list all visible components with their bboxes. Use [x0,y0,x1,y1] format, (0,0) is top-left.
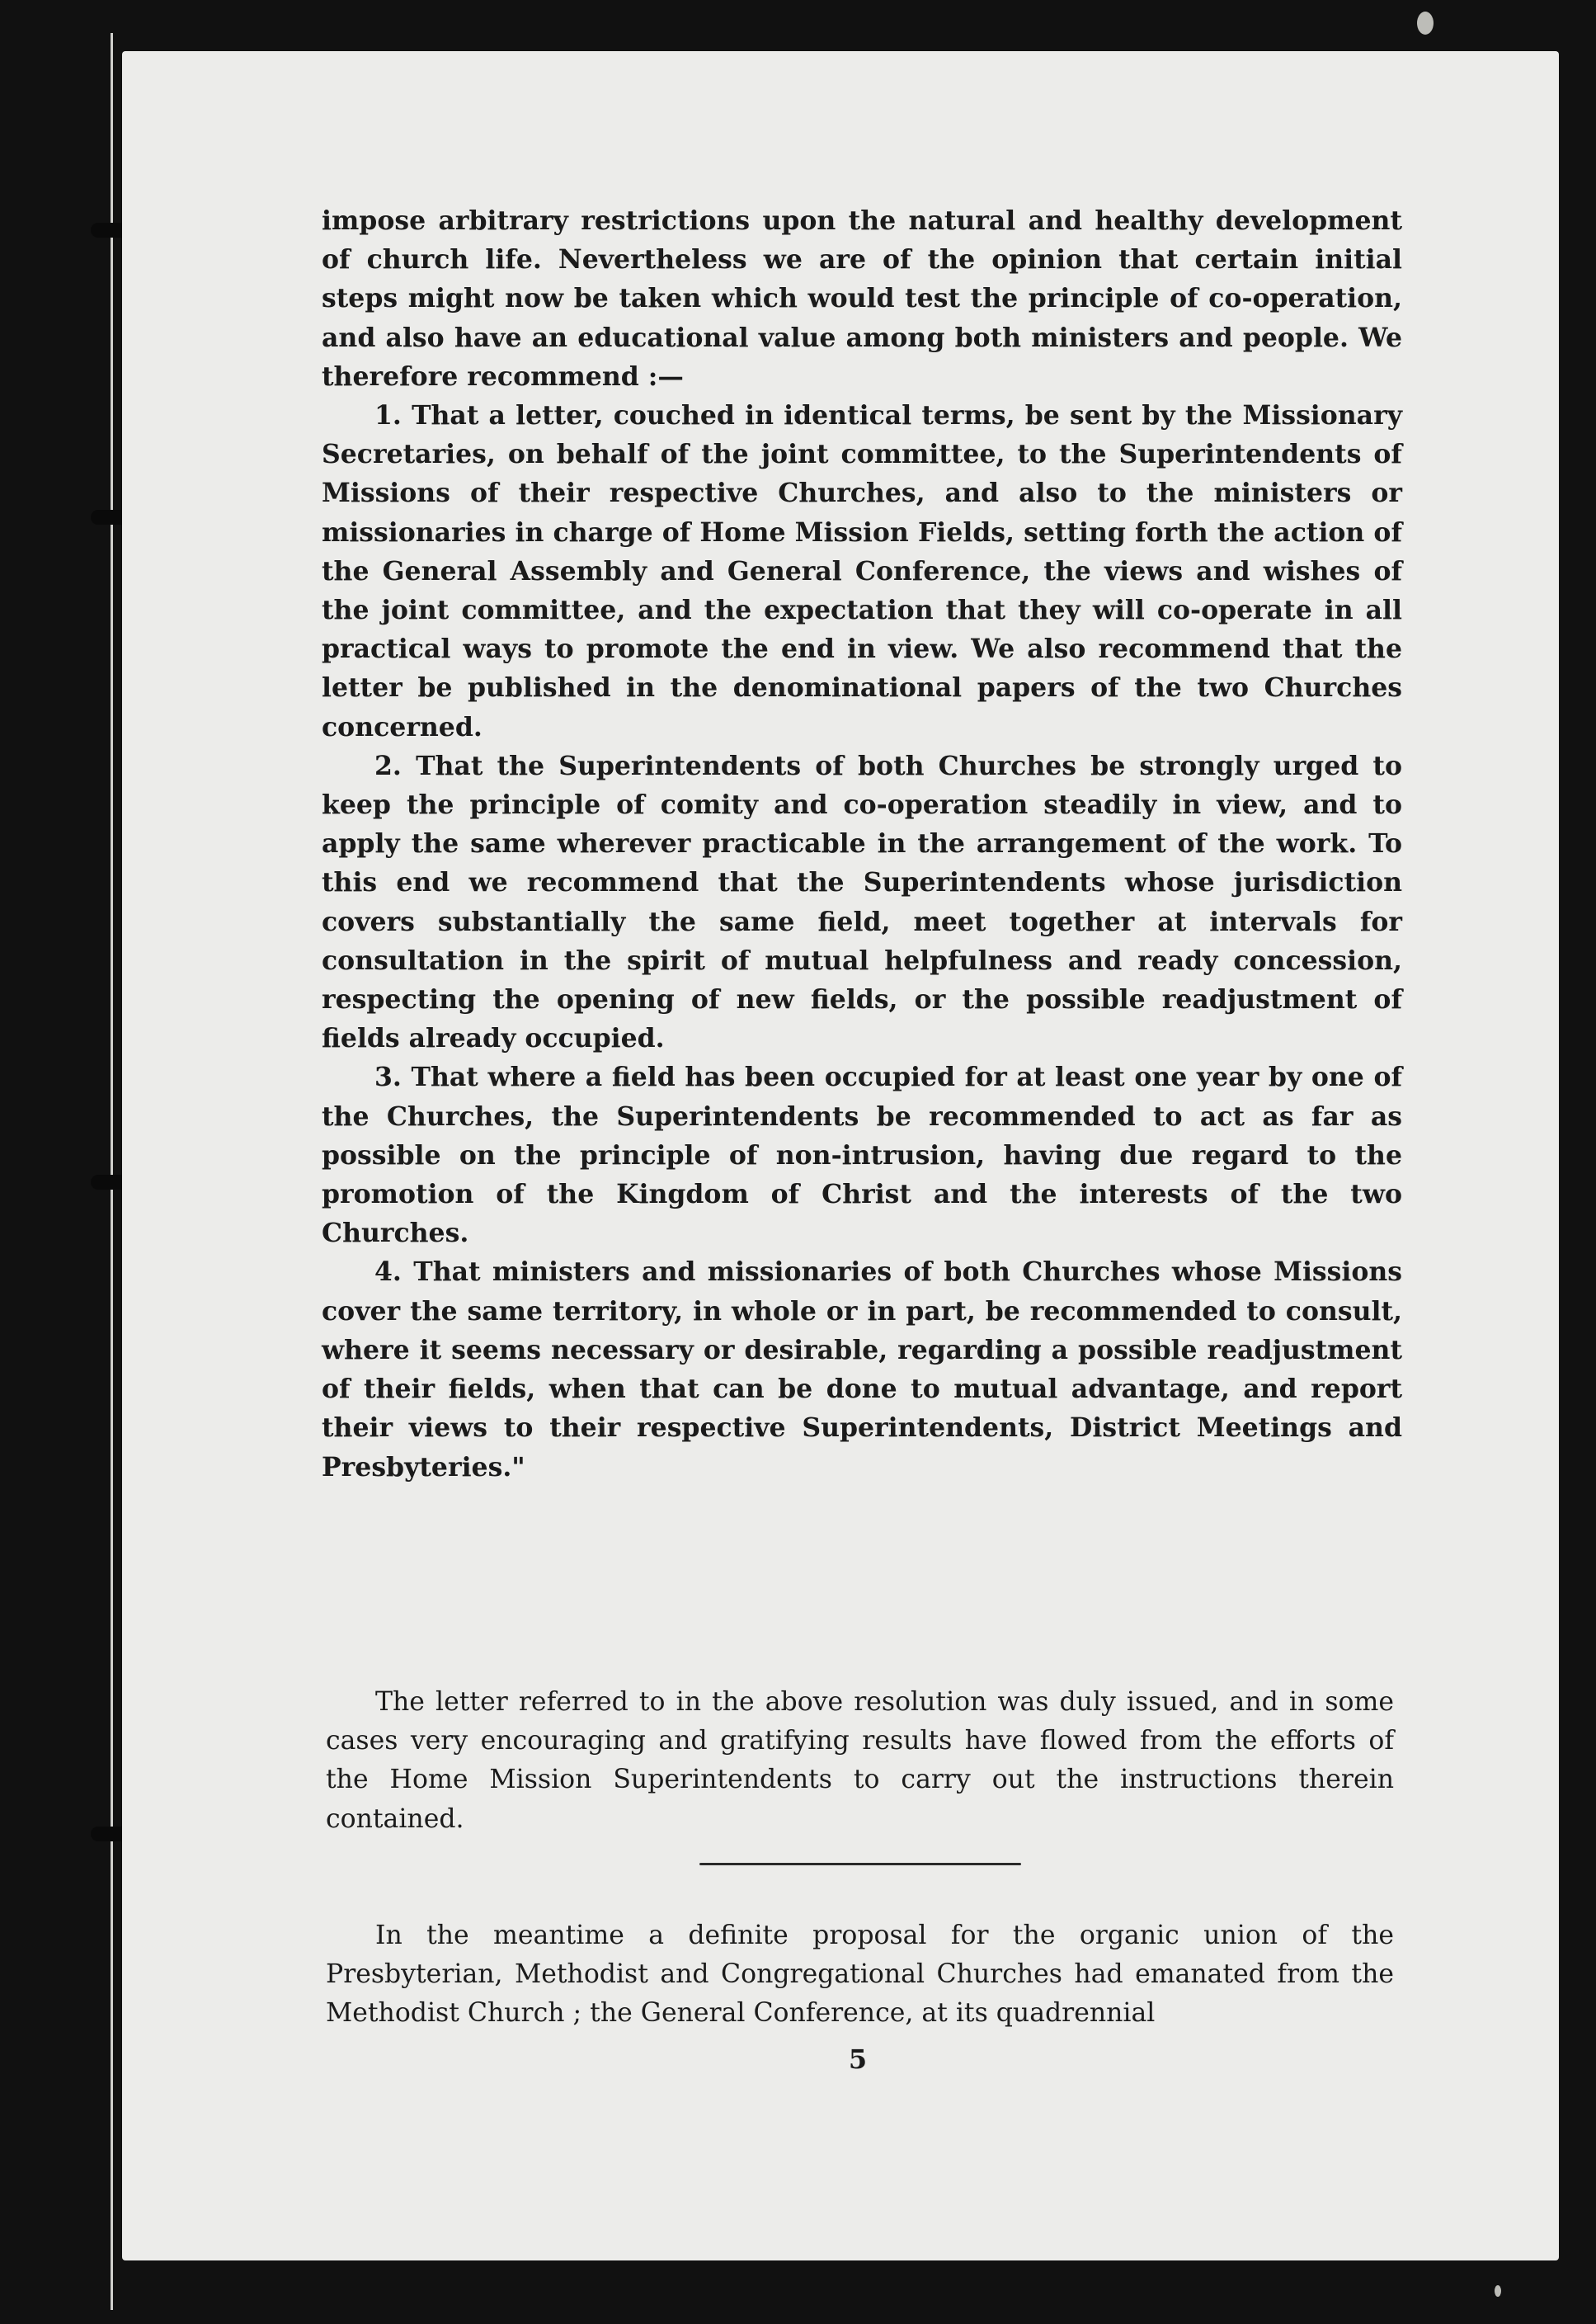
item-number: 1. [374,400,402,431]
binding-edge [106,33,124,2310]
letter-paragraph-text: The letter referred to in the above resolution was duly issued, and in some cases very encouraging and gratifying results have flowed from the efforts of the Home Mission Superintendents to carry out the instructions therein contained. [326,1687,1394,1834]
item-number: 4. [374,1256,402,1288]
resolution-item-2 [322,747,1402,1058]
item-text: That ministers and missionaries of both Churches whose Missions cover the same territory, in whole or in part, be recommended to consult, where it seems necessary or desirable, regarding a possible readjustment of their fields, when that can be done to mutual advantage, and report their views to their respective Superintendents, District Meetings and Presbyteries." [322,1256,1403,1483]
resolution-item-3 [322,1058,1402,1252]
meantime-paragraph-text: In the meantime a definite proposal for the organic union of the Presbyterian, Methodist and Congregational Churches had emanated from the Methodist Church ; the General Conference, at its quadrennial [326,1921,1394,2029]
resolution-text-block [322,201,1402,1487]
opening-paragraph [322,201,1402,396]
resolution-item-1 [322,396,1402,747]
resolution-item-4 [322,1252,1402,1486]
item-text: That a letter, couched in identical terms, be sent by the Missionary Secretaries, on behalf of the joint committee, to the Superintendents of Missions of their respective Churches, and also to the ministers or missionaries in charge of Home Mission Fields, setting forth the action of the General Assembly and General Conference, the views and wishes of the joint committee, and the expectation that they will co-operate in all practical ways to promote the end in view. We also recommend that the letter be published in the denominational papers of the two Churches concerned. [322,400,1402,742]
item-number: 3. [374,1062,402,1093]
meantime-paragraph [326,1916,1394,2034]
item-text: That where a field has been occupied for at least one year by one of the Churches, the Superintendents be recommended to act as far as possible on the principle of non-intrusion, having due regard to the promotion of the Kingdom of Christ and the interests of the two Churches. [322,1062,1403,1249]
scan-speck [1417,12,1434,35]
item-number: 2. [374,750,402,781]
opening-lines: impose arbitrary restrictions upon the natural and healthy development of church life. Nevertheless we are of the opinion that certain initial steps might now be taken which would test the principle of co-operation, and also have an educational value among both ministers and people. We therefore recommend :— [322,205,1402,392]
letter-paragraph [326,1683,1394,1839]
section-divider [699,1863,1021,1865]
page-number: 5 [848,2044,868,2075]
scan-speck [1495,2285,1501,2297]
item-text: That the Superintendents of both Churches be strongly urged to keep the principle of comity and co-operation steadily in view, and to apply the same wherever practicable in the arrangement of the work. To this end we recommend that the Superintendents whose jurisdiction covers substantially the same field, meet together at intervals for consultation in the spirit of mutual helpfulness and ready concession, respecting the opening of new fields, or the possible readjustment of fields already occupied. [322,750,1402,1054]
